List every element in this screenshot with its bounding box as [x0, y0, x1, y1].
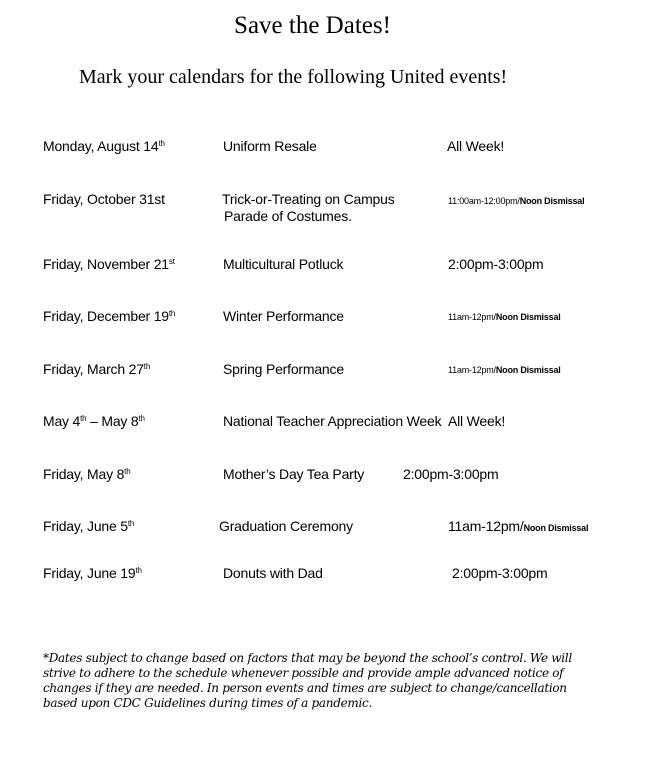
- event-name: Winter Performance: [223, 308, 344, 324]
- event-time: 2:00pm-3:00pm: [403, 466, 499, 482]
- event-date: May 4th – May 8th: [43, 413, 145, 429]
- event-time: 11:00am-12:00pm/Noon Dismissal: [448, 196, 585, 206]
- event-time: 11am-12pm/Noon Dismissal: [448, 518, 589, 534]
- event-name: Spring Performance: [223, 361, 344, 377]
- event-date: Friday, March 27th: [43, 361, 151, 377]
- event-name: Uniform Resale: [223, 138, 317, 154]
- event-name: Multicultural Potluck: [223, 256, 344, 272]
- event-date: Friday, May 8th: [43, 466, 131, 482]
- footnote: *Dates subject to change based on factors that may be beyond the school’s control. We will strive to adhere to the schedule whenever possible and provide ample advanced notice of changes if they are needed. In person events and times are subject to change/cancellation based upon CDC Guidelines during times of a pandemic.: [43, 651, 572, 710]
- event-time: 11am-12pm/Noon Dismissal: [448, 365, 561, 375]
- event-name: Donuts with Dad: [223, 565, 323, 581]
- event-date: Monday, August 14th: [43, 138, 165, 154]
- event-date: Friday, June 5th: [43, 518, 135, 534]
- event-time: All Week!: [447, 138, 505, 154]
- page-title: Save the Dates!: [234, 12, 391, 39]
- event-time: 2:00pm-3:00pm: [448, 256, 544, 272]
- event-name: Mother’s Day Tea Party: [223, 466, 365, 482]
- event-date: Friday, November 21st: [43, 256, 175, 272]
- event-date: Friday, June 19th: [43, 565, 142, 581]
- event-name: National Teacher Appreciation Week: [223, 413, 442, 429]
- page-subtitle: Mark your calendars for the following United events!: [79, 66, 508, 88]
- event-name-line2: Parade of Costumes.: [224, 208, 352, 224]
- event-name: Trick-or-Treating on Campus: [222, 191, 395, 207]
- event-time: 11am-12pm/Noon Dismissal: [448, 312, 561, 322]
- event-name: Graduation Ceremony: [219, 518, 353, 534]
- event-date: Friday, December 19th: [43, 308, 176, 324]
- event-time: All Week!: [448, 413, 506, 429]
- event-date: Friday, October 31st: [43, 191, 165, 207]
- event-time: 2:00pm-3:00pm: [452, 565, 548, 581]
